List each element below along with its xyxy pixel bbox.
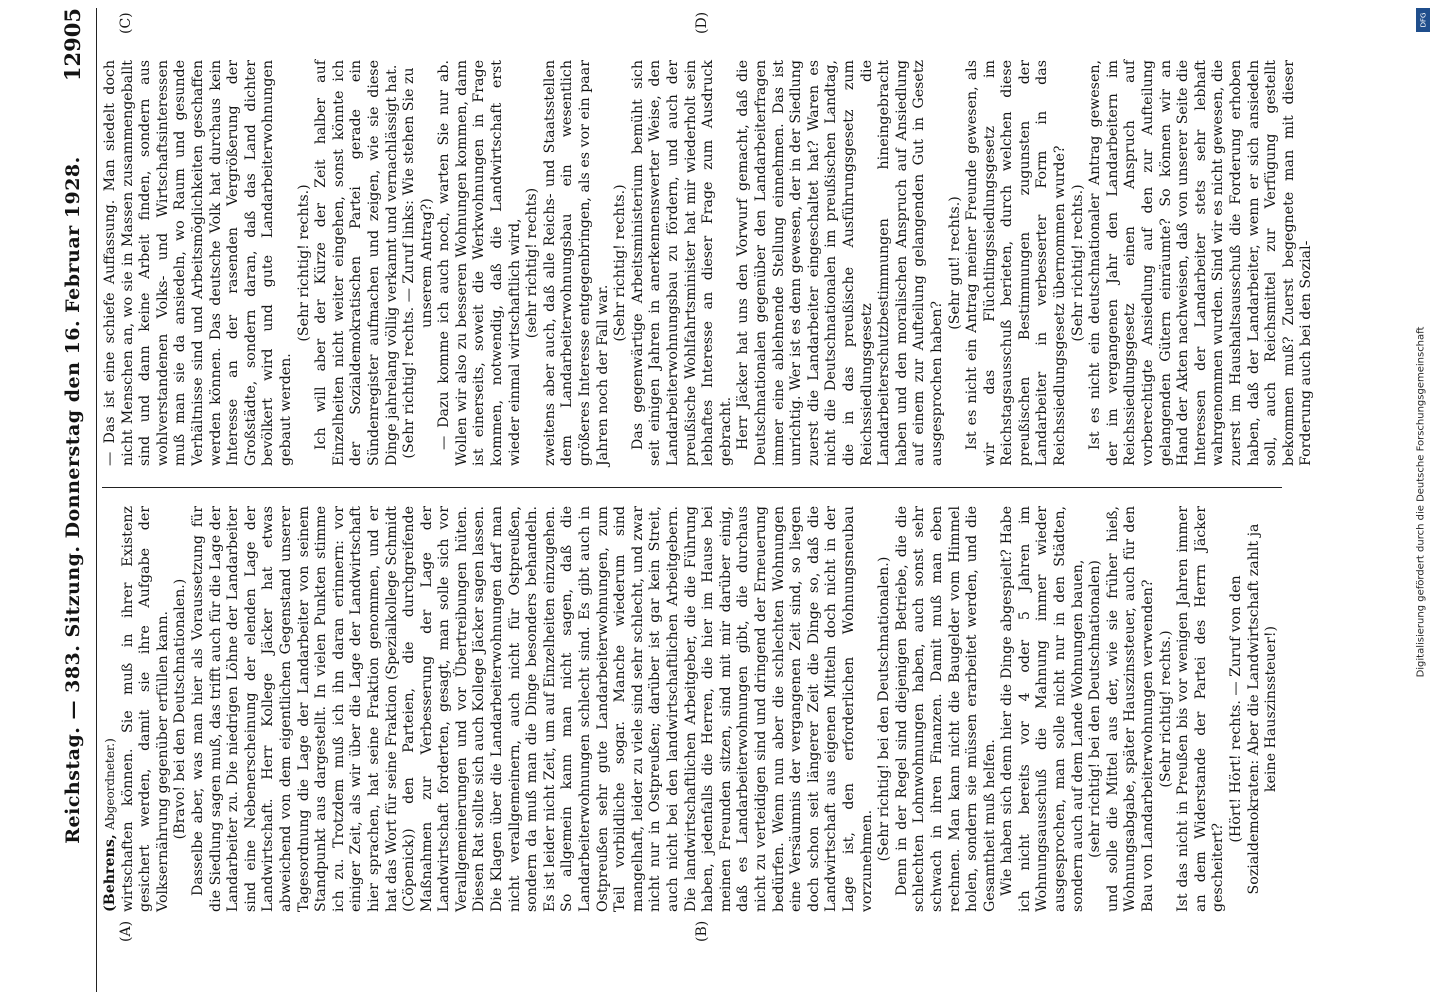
interjection: (sehr richtig! bei den Deutschnationalen) xyxy=(1087,560,1104,858)
header-rule xyxy=(96,8,97,992)
paragraph: wirtschaften können. Sie muß in ihrer Existenz gesichert werden, damit sie ihre Aufgabe der Volksernährung gegenüber erfüllen kann. xyxy=(119,506,171,912)
digitization-stamp xyxy=(1410,8,1432,996)
paragraph: Denn in der Regel sind diejenigen Betriebe, die die schlechten Lohnwohnungen haben, auch sonst sehr schwach in ihren Finanzen. Damit muß man eben rechnen. Man kann nicht die Baugelder vom Himmel holen, sondern sie müssen erarbeitet werden, und die Gesamtheit muß helfen. xyxy=(893,506,998,912)
running-title: Reichstag. — 383. Sitzung. Donnerstag den 16. Februar 1928. xyxy=(62,156,84,844)
paragraph: Dasselbe aber, was man hier als Voraussetzung für die Siedlung sagen muß, das trifft auch für die Lage der Landarbeiter zu. Die niedrigen Löhne der Landarbeiter sind eine Nebenerscheinung der elenden Lage der Landwirtschaft. Herr Kollege Jäcker hat etwas abweichend von dem eigentlichen Gegenstand unserer Tagesordnung die Lage der Landarbeiter von seinem Standpunkt aus dargestellt. In vielen Punkten stimme ich zu. Trotzdem muß ich ihn daran erinnern: vor einiger Zeit, als wir über die Lage der Landwirtschaft hier sprachen, hat seine Fraktion genommen, und er hat das Wort für seine Fraktion (Spezialkollege Schmidt (Cöpenick)) den Parteien, die durchgreifende Maßnahmen zur Verbesserung der Lage der Landwirtschaft forderten, gesagt, man solle sich vor Verallgemeinerungen und vor Übertreibungen hüten. Diesen Rat sollte sich auch Kollege Jäcker sagen lassen. Die Klagen über die Landarbeiterwohnungen darf man nicht verallgemeinern, auch nicht für Ostpreußen, sondern da muß man die Dinge besonders behandeln. Es ist leider nicht Zeit, um auf Einzelheiten einzugehen. So allgemein kann man nicht sagen, daß die Landarbeiterwohnungen schlecht sind. Es gibt auch in Ostpreußen sehr gute Landarbeiterwohnungen, zum Teil vorbildliche sogar. Manche wiederum sind mangelhaft, leider zu viele sind sehr schlecht, und zwar nicht nur in Ostpreußen; darüber ist gar kein Streit, auch nicht bei den landwirtschaftlichen Arbeitgebern. Die landwirtschaftlichen Arbeitgeber, die die Führung haben, jedenfalls die Herren, die hier im Hause bei meinen Freunden sitzen, sind mit mir darüber einig, daß es Landarbeiterwohnungen gibt, die durchaus nicht zu verteidigen sind und dringend der Erneuerung bedürfen. Wenn nun aber die schlechten Wohnungen eine Versäumnis der vergangenen Zeit sind, so liegen doch schon seit längerer Zeit die Dinge so, daß die Landwirtschaft aus eigenen Mitteln doch nicht in der Lage ist, den erforderlichen Wohnungsneubau vorzunehmen. xyxy=(189,506,875,912)
interjection: (Sehr richtig! rechts. — Zuruf links: Wie stehen Sie zu unserem Antrag?) xyxy=(401,67,435,459)
interjection: (Sehr gut! rechts.) xyxy=(946,196,963,330)
speaker-name: (Behrens, xyxy=(102,834,118,912)
paragraph: Ist es nicht ein deutschnationaler Antrag gewesen, der im vergangenen Jahr den Landarbeitern im Reichssiedlungsgesetz einen Anspruch auf vorberechtigte Ansiedlung auf den zur Aufteilung gelangenden Gütern einräumte? So können wir an Hand der Akten nachweisen, daß von unserer Seite die Interessen der Landarbeiter stets sehr lebhaft wahrgenommen wurden. Sind wir es nicht gewesen, die zuerst im Haushaltsausschuß die Forderung erhoben haben, daß der Landarbeiter, wenn er sich ansiedeln soll, auch Reichsmittel zur Verfügung gestellt bekommen muß? Zuerst begegnete man mit dieser Forderung auch bei den Sozial- xyxy=(1087,60,1315,466)
paragraph: Ich will aber der Kürze der Zeit halber auf Einzelheiten nicht weiter eingehen, sonst könnte ich der Sozialdemokratischen Partei gerade ein Sündenregister aufmachen und zeigen, wie sie diese Dinge jahrelang völlig verkannt und vernachlässigt hat. xyxy=(313,60,400,466)
margin-marker-d: (D) xyxy=(694,11,710,34)
paragraph: — Das ist eine schiefe Auffassung. Man siedelt doch nicht Menschen an, wo sie in Massen zusammengeballt sind und dann keine Arbeit finden, sondern aus wohlverstandenen Volks- und Wirtschaftsinteressen muß man sie da ansiedeln, wo Raum und gesunde Verhältnisse sind und Arbeitsmöglichkeiten geschaffen werden können. Das deutsche Volk hat durchaus kein Interesse an der rasenden Vergrößerung der Großstädte, sondern daran, daß das Land dichter bevölkert wird und gute Landarbeiterwohnungen gebaut werden. xyxy=(102,60,294,466)
page-number: 12905 xyxy=(60,8,85,82)
paragraph: und solle die Mittel aus der, wie sie früher hieß, Wohnungsabgabe, später Hauszinssteuer, auch für den Bau von Landarbeiterwohnungen verwenden? xyxy=(1104,506,1157,912)
left-column xyxy=(102,506,1281,912)
stamp-text: Digitalisierung gefördert durch die Deutsche Forschungsgemeinschaft xyxy=(1415,326,1427,678)
interjection: (Hört! Hört! rechts. — Zuruf von den Sozialdemokraten: Aber die Landwirtschaft zahlt ja keine Hauszinssteuer!) xyxy=(1228,523,1280,895)
interjection: (Sehr richtig! rechts.) xyxy=(612,184,629,342)
paragraph: — Dazu komme ich auch noch, warten Sie nur ab. Wollen wir also zu besseren Wohnungen kommen, dann ist einerseits, soweit die Werkwohnungen in Frage kommen, notwendig, daß die Landwirtschaft erst wieder einmal wirtschaftlich wird, xyxy=(436,60,523,466)
right-column xyxy=(102,60,1316,466)
margin-marker-c: (C) xyxy=(118,12,134,34)
dfg-logo-text: DFG xyxy=(1419,12,1427,28)
paragraph: Wie haben sich denn hier die Dinge abgespielt? Habe ich nicht bereits vor 4 oder 5 Jahren im Wohnungsausschuß die Mahnung immer wieder ausgesprochen, man solle nicht nur in den Städten, sondern auch auf dem Lande Wohnungen bauen, xyxy=(999,506,1086,912)
margin-marker-b: (B) xyxy=(694,920,710,942)
dfg-logo xyxy=(1416,8,1430,32)
interjection: (Sehr richtig! rechts.) xyxy=(1157,630,1174,788)
interjection: (sehr richtig! rechts) xyxy=(524,187,541,339)
paragraph: zweitens aber auch, daß alle Reichs- und Staatsstellen dem Landarbeiterwohnungsbau ein wesentlich größeres Interesse entgegenbringen, als es vor ein paar Jahren noch der Fall war. xyxy=(541,60,611,466)
speaker-role: Abgeordneter.) xyxy=(103,738,117,830)
speaker-line xyxy=(102,506,120,912)
page-header xyxy=(58,0,92,1000)
interjection: (Sehr richtig! rechts.) xyxy=(1069,184,1086,342)
column-divider xyxy=(102,487,1282,488)
interjection: (Bravo! bei den Deutschnationalen.) xyxy=(172,578,189,840)
interjection: (Sehr richtig! bei den Deutschnationalen.) xyxy=(876,556,893,862)
paragraph: Das gegenwärtige Arbeitsministerium bemüht sich seit einigen Jahren in anerkennenswerter Weise, den Landarbeiterwohnungsbau zu fördern, und auch der preußische Wohlfahrtsminister hat mir wiederholt sein lebhaftes Interesse an dieser Frage zum Ausdruck gebracht. xyxy=(629,60,734,466)
paragraph: Ist es nicht ein Antrag meiner Freunde gewesen, als wir das Flüchtlingssiedlungsgesetz im Reichstagsausschuß berieten, durch welchen diese preußischen Bestimmungen zugunsten der Landarbeiter in verbesserter Form in das Reichssiedlungsgesetz übernommen wurde? xyxy=(964,60,1069,466)
margin-marker-a: (A) xyxy=(118,920,134,942)
interjection: (Sehr richtig! rechts.) xyxy=(295,184,312,342)
paragraph: Herr Jäcker hat uns den Vorwurf gemacht, daß die Deutschnationalen gegenüber den Landarbeiterfragen immer eine ablehnende Stellung einnehmen. Das ist unrichtig. Wer ist es denn gewesen, der in der Siedlung zuerst die Landarbeiter eingeschaltet hat? Waren es nicht die Deutschnationalen im preußischen Landtag, die in das preußische Ausführungsgesetz zum Reichssiedlungsgesetz die Landarbeiterschutzbestimmungen hineingebracht haben und den moralischen Anspruch auf Ansiedlung auf einem zur Aufteilung gelangenden Gut in Gesetz ausgesprochen haben? xyxy=(735,60,945,466)
paragraph: Ist das nicht in Preußen bis vor wenigen Jahren immer an dem Widerstande der Partei des Herrn Jäcker gescheitert? xyxy=(1175,506,1227,912)
